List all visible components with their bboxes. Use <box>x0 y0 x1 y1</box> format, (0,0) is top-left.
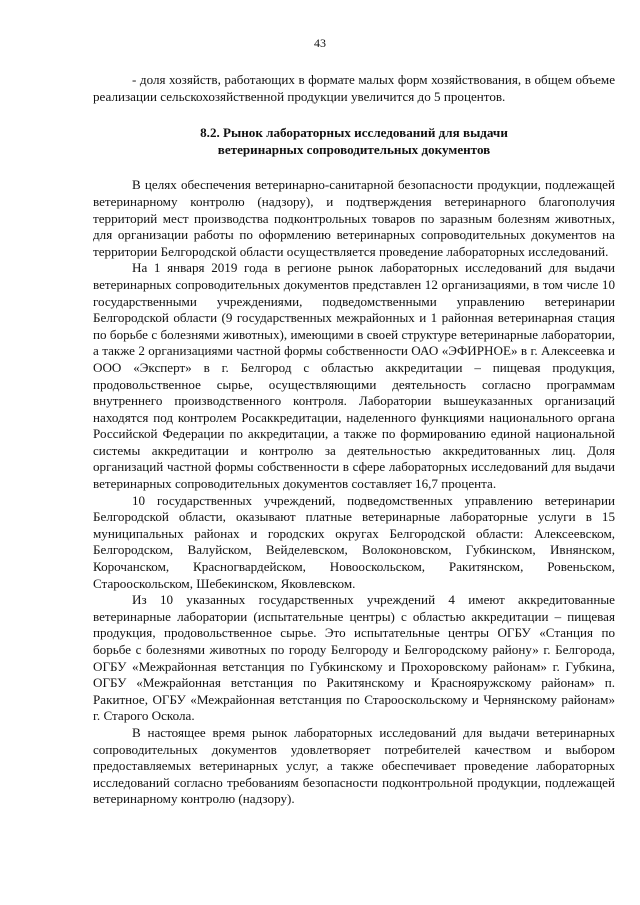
section-title-line-1: 8.2. Рынок лабораторных исследований для выдачи <box>200 125 508 141</box>
document-body <box>93 72 615 808</box>
section-heading <box>93 125 615 158</box>
paragraph: В настоящее время рынок лабораторных исследований для выдачи ветеринарных сопроводительных документов удовлетворяет потребителей качеством и выбором предоставляемых ветеринарных услуг, а также обеспечивает проведение лабораторных исследований согласно требованиям безопасности подконтрольной продукции, подлежащей ветеринарному контролю (надзору). <box>93 724 615 807</box>
paragraph: В целях обеспечения ветеринарно-санитарной безопасности продукции, подлежащей ветеринарному контролю (надзору), и подтверждения ветеринарного благополучия территорий мест производства подконтрольных товаров по заразным болезням животных, для организации работы по оформлению ветеринарных сопроводительных документов на территории Белгородской области осуществляется проведение лабораторных исследований. <box>93 177 615 259</box>
intro-paragraph: - доля хозяйств, работающих в формате малых форм хозяйствования, в общем объеме реализации сельскохозяйственной продукции увеличится до 5 процентов. <box>93 72 615 104</box>
section-title-line-2: ветеринарных сопроводительных документов <box>217 141 491 157</box>
paragraph: Из 10 указанных государственных учреждений 4 имеют аккредитованные ветеринарные лаборатории (испытательные центры) с областью аккредитации – пищевая продукция, продовольственное сырье. Это испытательные центры ОГБУ «Станция по борьбе с болезнями животных по городу Белгороду и Белгородскому району» г. Белгорода, ОГБУ «Межрайонная ветстанция по Губкинскому и Прохоровскому районам» г. Губкина, ОГБУ «Межрайонная ветстанция по Ракитянскому и Краснояружскому районам» п. Ракитное, ОГБУ «Межрайонная ветстанция по Старооскольскому и Чернянскому районам» г. Старого Оскола. <box>93 592 615 724</box>
paragraph: 10 государственных учреждений, подведомственных управлению ветеринарии Белгородской области, оказывают платные ветеринарные лабораторные услуги в 15 муниципальных районах и городских округах Белгородской области: Алексеевском, Белгородском, Валуйском, Вейделевском, Волоконовском, Губкинском, Ивнянском, Корочанском, Красногвардейском, Новооскольском, Ракитянском, Ровеньском, Старооскольском, Шебекинском, Яковлевском. <box>93 492 615 591</box>
paragraph: На 1 января 2019 года в регионе рынок лабораторных исследований для выдачи ветеринарных сопроводительных документов представлен 12 организациями, в том числе 10 государственными учреждениями, подведомственными управлению ветеринарии Белгородской области (9 государственных межрайонных и 1 районная ветеринарная стация по борьбе с болезнями животных), имеющими в своей структуре ветеринарные лаборатории, а также 2 организациями частной формы собственности ОАО «ЭФИРНОЕ» в г. Алексеевка и ООО «Эксперт» в г. Белгород с областью аккредитации – пищевая продукция, продовольственное сырье, осуществляющими деятельность согласно программам внутреннего производственного контроля. Лаборатории вышеуказанных организаций находятся под контролем Росаккредитации, наделенного функциями национального органа Российской Федерации по аккредитации, а также по формированию единой национальной системы аккредитации и контролю за деятельностью аккредитованных лиц. Доля организаций частной формы собственности в сфере лабораторных исследований для выдачи ветеринарных сопроводительных документов составляет 16,7 процента. <box>93 260 615 492</box>
page-number: 43 <box>314 36 326 50</box>
